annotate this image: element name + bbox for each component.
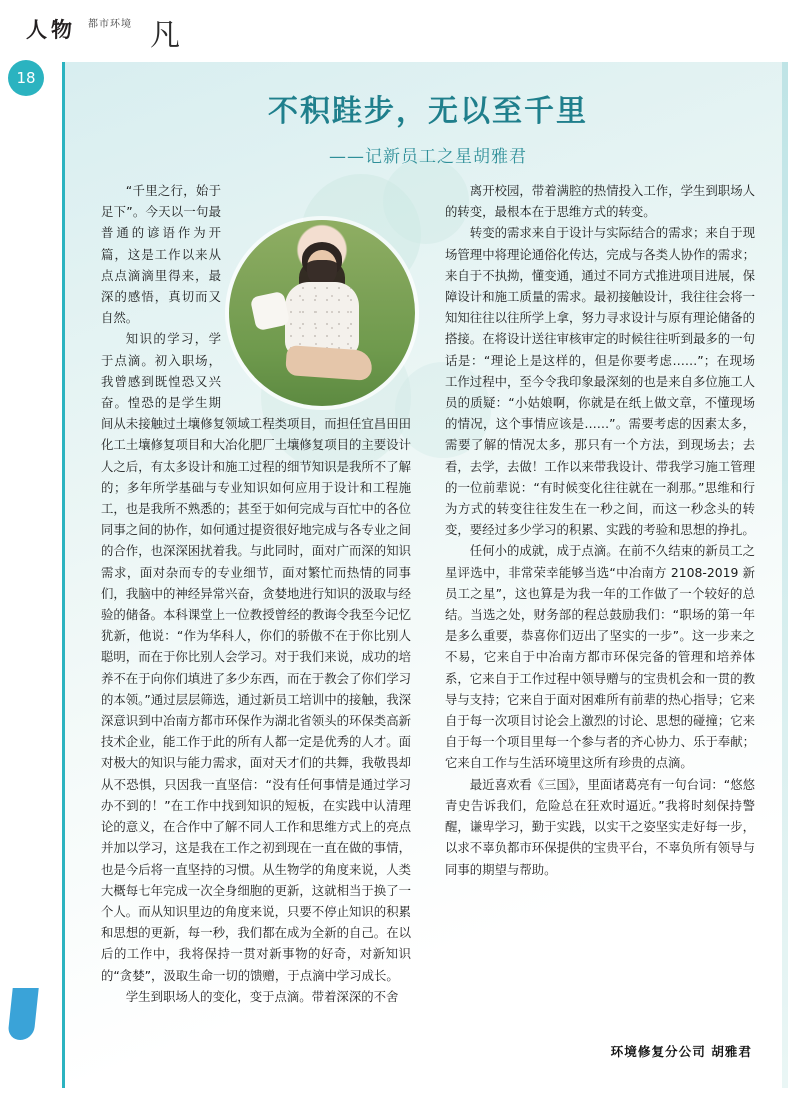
paragraph: 最近喜欢看《三国》，里面诸葛亮有一句台词：“悠悠青史告诉我们，危险总在狂欢时逼近。”我将时刻保持警醒，谦卑学习，勤于实践，以实干之姿坚实走好每一步，以求不辜负都市环保提供的宝贵平台，不辜负所有领导与同事的期望与帮助。 <box>445 776 756 877</box>
paragraph: 学生到职场人的变化，变于点滴。带着深深的不舍 <box>125 988 399 1004</box>
article-card <box>62 62 788 1088</box>
column-left <box>101 180 411 1052</box>
magazine-logo <box>88 10 196 53</box>
logo-mark-icon: 凡 <box>150 18 180 53</box>
paragraph: 转变的需求来自于设计与实际结合的需求；来自于现场管理中将理论通俗化传达，完成与各类人协作的需求；来自于不执拗，懂变通，通过不同方式推进项目进展，保障设计和施工质量的需求。最初接触设计，我往往会将一知知往往以往所学上拿，努力寻求设计与原有理论储备的搭接。在将设计送往审核审定的时候往往听到最多的一句话是：“理论上是这样的，但是你要考虑……”；在现场工作过程中，至今令我印象最深刻的也是来自多位施工人员的质疑：“小姑娘啊，你就是在纸上做文章，不懂现场的情况，这个事情应该是……”。需要考虑的因素太多，需要了解的情况太多，那只有一个方法，到现场去；去看，去学，去做！工作以来带我设计、带我学习施工管理的一位前辈说：“有时候变化往往就在一刹那。”思维和行为方式的转变往往发生在一秒之间，而这一秒念头的转变，要经过多少学习的积累、实践的考验和思想的挣扎。 <box>445 225 755 538</box>
body-columns <box>101 180 755 1052</box>
paragraph: 离开校园，带着满腔的热情投入工作，学生到职场人的转变，最根本在于思维方式的转变。 <box>445 183 755 220</box>
page-number-badge: 18 <box>8 60 44 96</box>
paragraph: 知识的学习，学于点滴。初入职场，我曾感到既惶恐又兴奋。惶恐的是学生期间从未接触过土壤修复领域工程类项目，而担任宜昌田田化工土壤修复项目和大冶化肥厂土壤修复项目的主要设计人之后，有太多设计和施工过程的细节知识是我所不了解的；多年所学基础与专业知识如何应用于设计和工程施工，也是我所不熟悉的；甚至于如何完成与百忙中的各位同事之间的协作，如何通过提资很好地完成与各专业之间的合作，也深深困扰着我。与此同时，面对广而深的知识需求，面对杂而专的专业细节，面对繁忙而热情的同事们，我脑中的神经异常兴奋，贪婪地进行知识的汲取与经验的储备。本科课堂上一位教授曾经的教诲令我至今记忆犹新，他说：“作为华科人，你们的骄傲不在于你比别人聪明，而在于你比别人会学习。对于我们来说，成功的培养不在于向你们填进了多少东西，而在于教会了你们学习的本领。”通过层层筛选，通过新员工培训中的接触，我深深意识到中冶南方都市环保作为湖北省领头的环保类高新技术企业，能工作于此的所有人都一定是优秀的人才。面对极大的知识与能力需求，面对天才们的共舞，我敬畏却从不恐惧，只因我一直坚信：“没有任何事情是通过学习办不到的！”在工作中找到知识的短板，在实践中认清理论的意义，在合作中了解不同人工作和思维方式上的亮点并加以学习，这是我在工作之初到现在一直在做的事情，也是今后将一直坚持的习惯。从生物学的角度来说，人类大概每七年完成一次全身细胞的更新，这就相当于换了一个人。而从知识里边的角度来说，只要不停止知识的积累和思想的更新，每一秒，我们都在成为全新的自己。在以后的工作中，我将保持一贯对新事物的好奇，对新知识的“贪婪”，汲取生命一切的馈赠，于点滴中学习成长。 <box>101 331 411 983</box>
photo-image <box>229 220 415 406</box>
section-label: 人物 <box>26 18 76 42</box>
photo-figure-bag <box>250 291 290 331</box>
page-title: 不积跬步，无以至千里 <box>268 94 588 129</box>
paragraph: “千里之行，始于足下”。今天以一句最普通的谚语作为开篇，这是工作以来从点点滴滴里得来，最深的感悟，真切而又自然。 <box>101 183 221 326</box>
page-subtitle: ——记新员工之星胡雅君 <box>329 147 527 167</box>
paragraph: 任何小的成就，成于点滴。在前不久结束的新员工之星评选中，非常荣幸能够当选“中冶南方 2108-2019 新员工之星”，这也算是为我一年的工作做了一个较好的总结。当选之处，财务部的程总鼓励我们：“职场的第一年是多么重要，恭喜你们迈出了坚实的一步”。这一步来之不易，它来自于中冶南方都市环保完备的管理和培养体系，它来自于工作过程中领导赠与的宝贵机会和一贯的教导与支持；它来自于面对困难所有前辈的热心指导；它来自于每一次项目讨论会上激烈的讨论、思想的碰撞；它来自于每一个项目里每一个参与者的齐心协力、乐于奉献；它来自工作与生活环境里这所有珍贵的点滴。 <box>445 543 755 771</box>
author-photo <box>229 220 415 406</box>
title-block <box>65 86 788 167</box>
photo-figure-legs <box>285 345 373 381</box>
masthead <box>0 0 800 62</box>
column-right <box>445 180 755 1052</box>
article-signature: 环境修复分公司 胡雅君 <box>610 1044 752 1059</box>
logo-text: 都市环境 <box>88 19 132 30</box>
corner-swoosh-decoration <box>7 988 38 1040</box>
